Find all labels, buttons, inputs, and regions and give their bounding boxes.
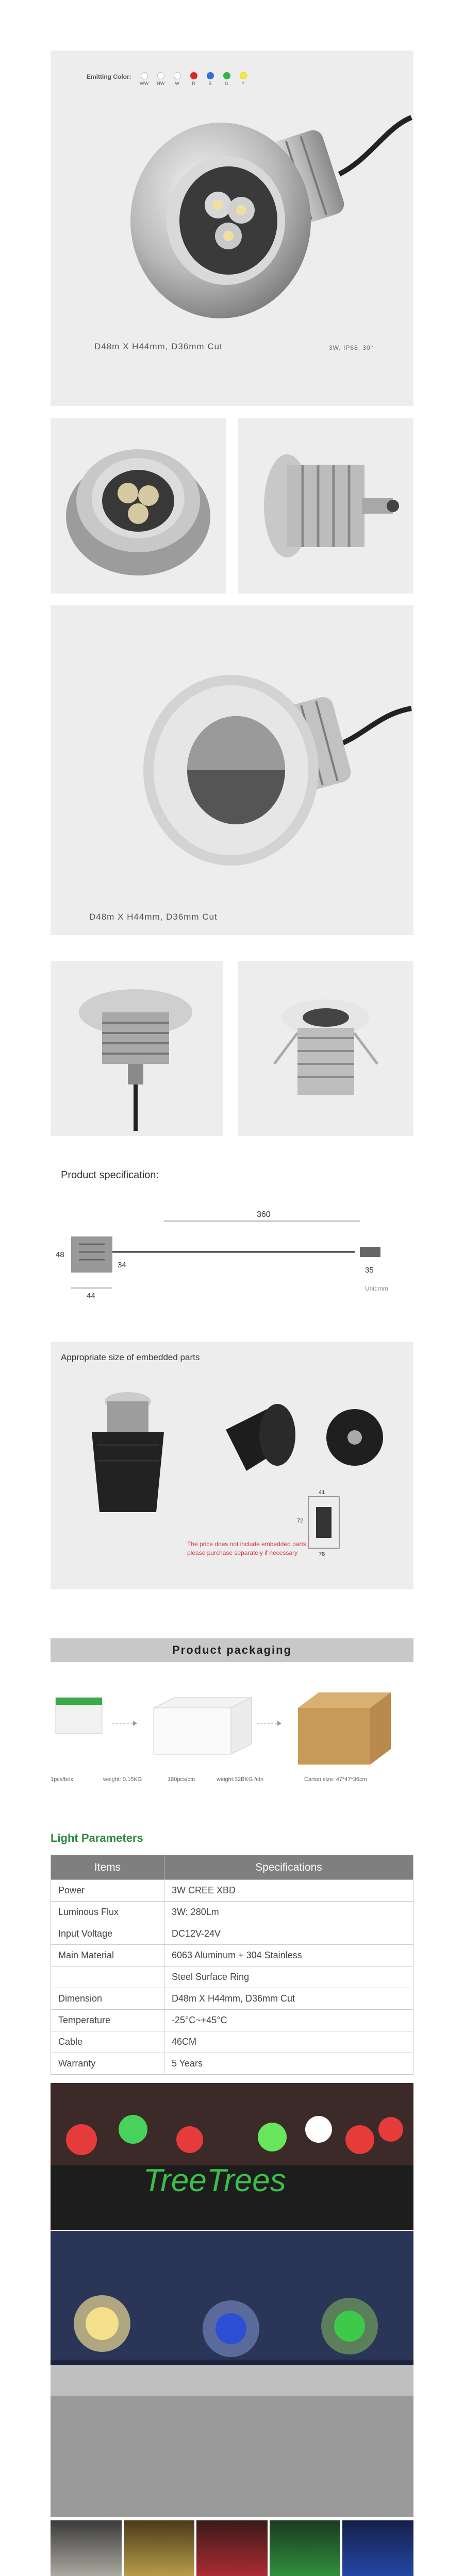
wall-light-green (270, 2520, 341, 2576)
embedded-parts-panel (51, 1342, 413, 1589)
packaging-box-weight: weight:32BKG /ctn (217, 1776, 264, 1783)
color-swatch-nw: NW (154, 72, 168, 86)
color-swatch-w: W (171, 72, 184, 86)
underside-view (51, 961, 223, 1136)
table-row: Dimension D48m X H44mm, D36mm Cut (51, 1988, 413, 2010)
size-caption: D48m X H44mm, D36mm Cut (94, 342, 223, 351)
spec-table (51, 1855, 413, 2075)
plug-label: 35 (365, 1266, 374, 1275)
color-swatch-ww: WW (138, 72, 151, 86)
packaging-pcs: 1pcs/box (51, 1776, 74, 1783)
wall-light-warm-white (51, 2520, 122, 2576)
table-row: Steel Surface Ring (51, 1967, 413, 1988)
cable-length-label: 360 (257, 1210, 271, 1219)
product-view-side (238, 418, 413, 594)
photo-sign-lights (51, 2083, 413, 2230)
unit-label: Unit:mm (365, 1285, 388, 1292)
color-wall-row (51, 2520, 413, 2576)
wall-light-blue (342, 2520, 413, 2576)
product-lit-image (51, 2231, 413, 2517)
depth-label: 34 (118, 1261, 126, 1269)
packaging-box-count: 180pcs/ctn (168, 1776, 195, 1783)
table-row: Main Material 6063 Aluminum + 304 Stainless (51, 1945, 413, 1967)
shield-product-image (51, 605, 413, 935)
packaging-weight: weight: 0.15KG (103, 1776, 142, 1783)
shield-size-caption: D48m X H44mm, D36mm Cut (89, 912, 218, 922)
wall-light-yellow (124, 2520, 195, 2576)
table-row: Warranty 5 Years (51, 2053, 413, 2075)
photo-product-lit (51, 2231, 413, 2517)
sign-text: TreeTrees (143, 2163, 286, 2198)
embedded-note-line1: The price does not include embedded parts, (187, 1540, 308, 1548)
table-row: Input Voltage DC12V-24V (51, 1923, 413, 1945)
embedded-title: Appropriate size of embedded parts (61, 1352, 200, 1362)
wall-light-red (196, 2520, 268, 2576)
color-swatch-g: G (220, 72, 234, 86)
spec-drawing-title: Product specification: (61, 1170, 159, 1181)
packaging-title: Product packaging (51, 1638, 413, 1662)
packaging-image (51, 1672, 413, 1790)
table-row: Cable 46CM (51, 2031, 413, 2053)
embedded-note-line2: please purchase separately if necessary (187, 1549, 298, 1556)
diameter-label: 44 (87, 1292, 95, 1300)
hero-panel (51, 50, 413, 406)
embedded-dim-side: 72 (297, 1518, 304, 1524)
emitting-color-label: Emitting Color: (87, 73, 131, 80)
light-parameters-title: Light Parameters (51, 1832, 143, 1844)
table-header-row (51, 1855, 413, 1880)
table-row: Luminous Flux 3W: 280Lm (51, 1902, 413, 1923)
product-view-front (51, 418, 226, 594)
table-row: Power 3W CREE XBD (51, 1880, 413, 1902)
height-label: 48 (56, 1250, 64, 1259)
header-specifications: Specifications (164, 1855, 413, 1880)
packaging-carton: Carton size: 47*47*36cm (304, 1776, 367, 1783)
underside-image (51, 961, 223, 1136)
color-swatch-r: R (187, 72, 201, 86)
dimension-drawing (51, 1195, 413, 1309)
installed-image (238, 961, 413, 1136)
color-swatch-b: B (204, 72, 217, 86)
product-front-image (51, 418, 226, 594)
embedded-dim-bottom: 78 (319, 1551, 325, 1557)
embedded-dim-top: 41 (319, 1489, 325, 1496)
table-row: Temperature -25°C~+45°C (51, 2010, 413, 2031)
installed-view (238, 961, 413, 1136)
hero-product-image (51, 50, 413, 406)
header-items: Items (51, 1855, 164, 1880)
color-swatch-y: Y (237, 72, 250, 86)
sign-lights-image (51, 2083, 413, 2230)
product-side-image (238, 418, 413, 594)
shield-panel (51, 605, 413, 935)
spec-caption: 3W, IP68, 30° (329, 344, 374, 351)
